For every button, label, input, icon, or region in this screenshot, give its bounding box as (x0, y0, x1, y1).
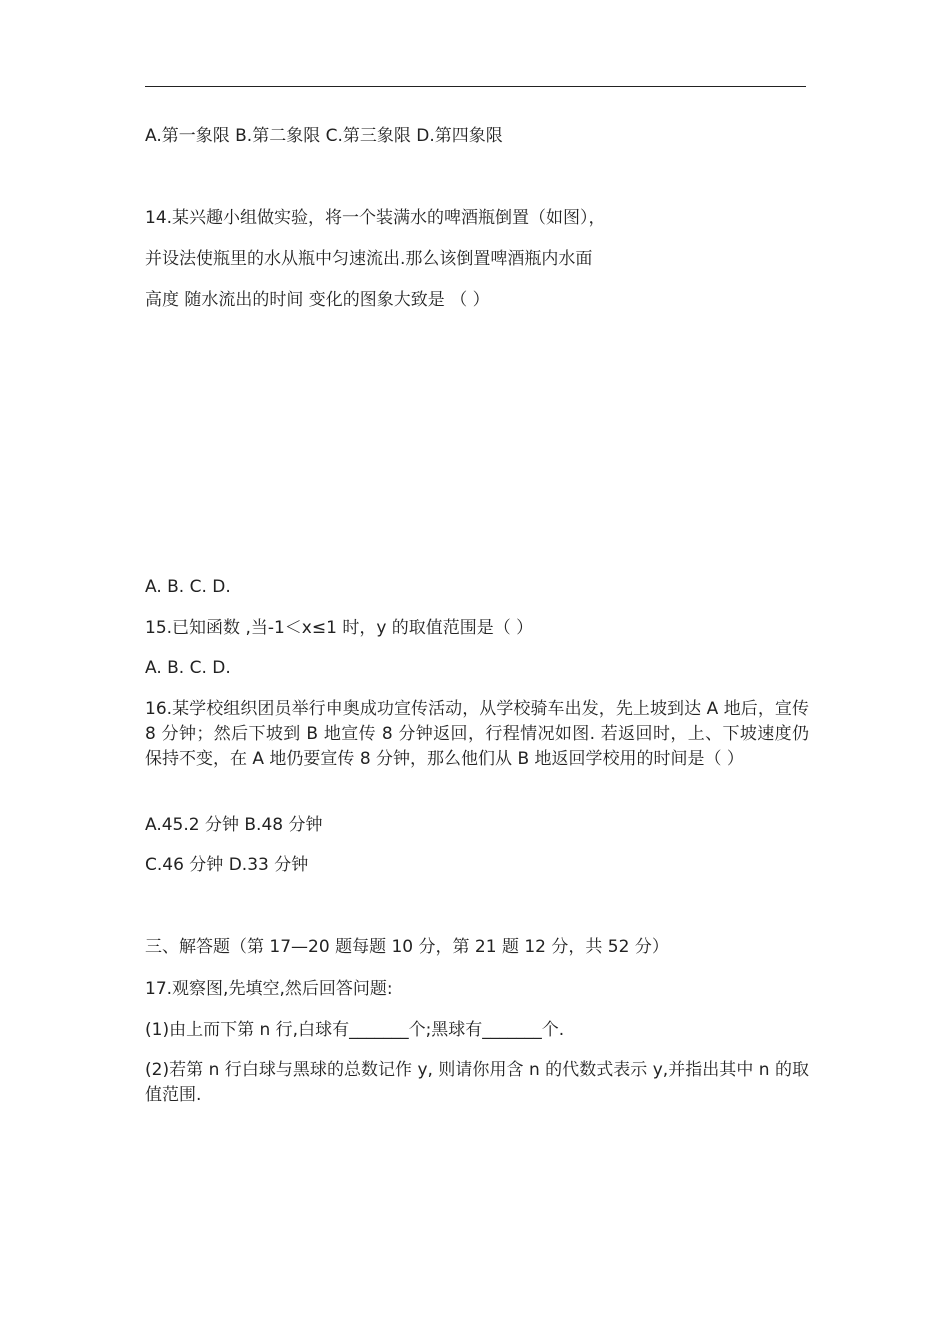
q17-part-1: (1)由上而下第 n 行,白球有_______个;黑球有_______个. (145, 1020, 565, 1040)
q16-options-cd: C.46 分钟 D.33 分钟 (145, 855, 309, 875)
q14-stem-line-3: 高度 随水流出的时间 变化的图象大致是 （ ） (145, 290, 490, 310)
q14-options: A. B. C. D. (145, 577, 231, 597)
q15-stem: 15.已知函数 ,当-1＜x≤1 时，y 的取值范围是（ ） (145, 618, 534, 638)
section-heading: 三、解答题（第 17—20 题每题 10 分，第 21 题 12 分，共 52 分） (145, 937, 669, 957)
q13-options: A.第一象限 B.第二象限 C.第三象限 D.第四象限 (145, 126, 503, 146)
q14-stem-line-1: 14.某兴趣小组做实验，将一个装满水的啤酒瓶倒置（如图）， (145, 208, 606, 228)
q17-part-2: (2)若第 n 行白球与黑球的总数记作 y, 则请你用含 n 的代数式表示 y,并指出其中 n 的取值范围. (145, 1060, 809, 1105)
q15-options: A. B. C. D. (145, 658, 231, 678)
header-rule (145, 86, 806, 87)
q17-stem: 17.观察图,先填空,然后回答问题: (145, 979, 393, 999)
q16-options-ab: A.45.2 分钟 B.48 分钟 (145, 815, 323, 835)
q14-stem-line-2: 并设法使瓶里的水从瓶中匀速流出.那么该倒置啤酒瓶内水面 (145, 249, 593, 269)
q16-stem: 16.某学校组织团员举行申奥成功宣传活动，从学校骑车出发，先上坡到达 A 地后，宣传 8 分钟；然后下坡到 B 地宣传 8 分钟返回，行程情况如图. 若返回时，上、下坡速度仍保持不变，在 A 地仍要宣传 8 分钟，那么他们从 B 地返回学校用的时间是（ ） (145, 699, 809, 769)
q14-figure-area (145, 330, 805, 560)
